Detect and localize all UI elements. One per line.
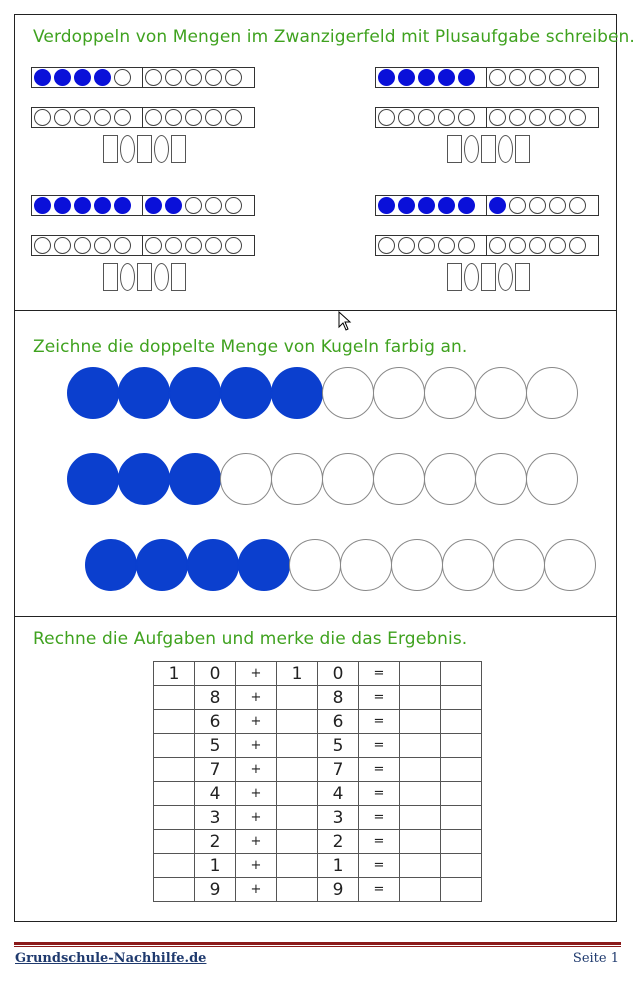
empty-counter [74,109,91,126]
answer-boxes [103,263,186,291]
digit-cell [154,734,195,758]
plus-sign: + [236,734,277,758]
number-field[interactable] [481,263,496,291]
plus-sign: + [236,662,277,686]
empty-ball[interactable] [526,453,578,505]
digit-cell: 4 [195,782,236,806]
filled-ball [187,539,239,591]
empty-ball[interactable] [526,367,578,419]
number-field[interactable] [447,135,462,163]
empty-counter [145,237,162,254]
empty-counter [94,237,111,254]
plus-sign: + [236,830,277,854]
frame-half [143,68,254,87]
filled-counter [145,197,162,214]
filled-counter [398,197,415,214]
calc-row [154,662,482,686]
frame-half [32,68,143,87]
digit-cell: 1 [195,854,236,878]
empty-counter [509,69,526,86]
section-draw-double [14,310,617,617]
answer-cell[interactable] [400,830,441,854]
digit-cell [154,686,195,710]
number-field[interactable] [515,135,530,163]
digit-cell [277,710,318,734]
empty-counter [549,69,566,86]
filled-counter [378,69,395,86]
digit-cell [277,806,318,830]
section-calculate [14,616,617,922]
answer-boxes [103,135,186,163]
empty-counter [54,237,71,254]
empty-counter [165,109,182,126]
filled-ball [271,367,323,419]
equals-sign: = [359,878,400,902]
empty-counter [569,69,586,86]
answer-cell[interactable] [441,830,482,854]
answer-cell[interactable] [441,710,482,734]
empty-counter [165,69,182,86]
digit-cell [154,830,195,854]
empty-ball[interactable] [340,539,392,591]
equals-sign: = [359,854,400,878]
empty-ball[interactable] [475,367,527,419]
digit-cell: 2 [318,830,359,854]
answer-cell[interactable] [400,686,441,710]
ten-frame-given [375,67,599,88]
digit-cell [154,878,195,902]
empty-counter [225,69,242,86]
answer-cell[interactable] [441,758,482,782]
plus-sign: + [236,782,277,806]
equals-sign: = [359,758,400,782]
digit-cell: 3 [318,806,359,830]
answer-boxes [447,263,530,291]
empty-counter [438,109,455,126]
frame-half [376,236,487,255]
plus-sign: + [236,806,277,830]
empty-counter [94,109,111,126]
empty-counter [529,109,546,126]
number-field[interactable] [103,263,118,291]
number-field[interactable] [137,135,152,163]
empty-ball[interactable] [322,453,374,505]
section3-title: Rechne die Aufgaben und merke die das Ergebnis. [33,629,468,649]
footer-page-number: Seite 1 [572,951,619,966]
calc-row [154,830,482,854]
empty-counter [205,237,222,254]
answer-cell[interactable] [441,686,482,710]
empty-counter [509,197,526,214]
empty-counter [34,109,51,126]
number-field[interactable] [171,263,186,291]
filled-counter [165,197,182,214]
answer-cell[interactable] [400,758,441,782]
digit-cell: 4 [318,782,359,806]
empty-counter [569,237,586,254]
empty-counter [529,197,546,214]
section1-title: Verdoppeln von Mengen im Zwanzigerfeld mit Plusaufgabe schreiben. [33,27,635,47]
frame-half [32,108,143,127]
equals-sign: = [359,806,400,830]
frame-half [376,108,487,127]
ball-row [85,539,595,591]
empty-counter [438,237,455,254]
ten-frame-given [31,195,255,216]
ten-frame-empty [375,235,599,256]
answer-cell[interactable] [400,806,441,830]
digit-cell [277,878,318,902]
answer-boxes [447,135,530,163]
empty-counter [34,237,51,254]
digit-cell [277,686,318,710]
empty-counter [205,197,222,214]
operator-field[interactable] [498,135,513,163]
digit-cell: 0 [318,662,359,686]
empty-ball[interactable] [271,453,323,505]
frame-half [376,68,487,87]
mouse-cursor-icon [338,311,352,331]
digit-cell [277,830,318,854]
equals-sign: = [359,830,400,854]
answer-cell[interactable] [400,734,441,758]
ten-frame-empty [375,107,599,128]
ten-frame-empty [31,107,255,128]
operator-field[interactable] [154,135,169,163]
answer-cell[interactable] [400,878,441,902]
empty-counter [225,237,242,254]
filled-ball [118,453,170,505]
empty-counter [549,109,566,126]
operator-field[interactable] [498,263,513,291]
number-field[interactable] [447,263,462,291]
operator-field[interactable] [464,135,479,163]
calc-row [154,734,482,758]
calc-row [154,710,482,734]
empty-counter [205,69,222,86]
digit-cell: 3 [195,806,236,830]
frame-half [487,68,598,87]
empty-counter [569,109,586,126]
footer-rule [14,942,621,945]
calc-row [154,758,482,782]
digit-cell: 1 [277,662,318,686]
filled-ball [220,367,272,419]
operator-field[interactable] [154,263,169,291]
empty-ball[interactable] [373,367,425,419]
empty-counter [569,197,586,214]
empty-counter [145,69,162,86]
filled-counter [94,69,111,86]
filled-counter [54,69,71,86]
equals-sign: = [359,662,400,686]
filled-ball [67,453,119,505]
empty-counter [185,197,202,214]
filled-counter [438,69,455,86]
digit-cell: 5 [195,734,236,758]
empty-counter [509,237,526,254]
ten-frame-given [375,195,599,216]
plus-sign: + [236,686,277,710]
empty-counter [418,109,435,126]
empty-counter [185,109,202,126]
operator-field[interactable] [120,263,135,291]
empty-counter [114,109,131,126]
digit-cell: 9 [195,878,236,902]
answer-cell[interactable] [441,734,482,758]
filled-counter [398,69,415,86]
digit-cell: 9 [318,878,359,902]
frame-half [143,196,254,215]
plus-sign: + [236,758,277,782]
frame-half [487,196,598,215]
empty-counter [185,237,202,254]
empty-counter [205,109,222,126]
filled-counter [74,197,91,214]
digit-cell [277,734,318,758]
digit-cell: 2 [195,830,236,854]
filled-counter [489,197,506,214]
plus-sign: + [236,710,277,734]
empty-ball[interactable] [373,453,425,505]
empty-counter [114,237,131,254]
digit-cell: 1 [154,662,195,686]
digit-cell: 0 [195,662,236,686]
filled-ball [238,539,290,591]
empty-ball[interactable] [322,367,374,419]
section-doubling-twenty-frame [14,14,635,311]
calc-row [154,854,482,878]
empty-counter [549,197,566,214]
filled-counter [34,197,51,214]
frame-half [143,236,254,255]
digit-cell: 7 [318,758,359,782]
empty-counter [378,109,395,126]
number-field[interactable] [137,263,152,291]
digit-cell [154,710,195,734]
empty-counter [225,197,242,214]
ten-frame-given [31,67,255,88]
answer-cell[interactable] [441,806,482,830]
digit-cell [277,782,318,806]
filled-counter [34,69,51,86]
empty-counter [378,237,395,254]
empty-counter [74,237,91,254]
filled-ball [85,539,137,591]
answer-cell[interactable] [400,782,441,806]
empty-counter [145,109,162,126]
filled-counter [74,69,91,86]
digit-cell [154,782,195,806]
empty-counter [165,237,182,254]
operator-field[interactable] [464,263,479,291]
filled-ball [136,539,188,591]
filled-ball [169,367,221,419]
empty-counter [489,69,506,86]
digit-cell: 6 [195,710,236,734]
digit-cell: 8 [318,686,359,710]
empty-ball[interactable] [391,539,443,591]
filled-counter [458,197,475,214]
empty-counter [489,237,506,254]
empty-counter [398,237,415,254]
frame-half [376,196,487,215]
frame-half [32,236,143,255]
digit-cell [277,854,318,878]
empty-counter [398,109,415,126]
filled-counter [94,197,111,214]
number-field[interactable] [515,263,530,291]
answer-cell[interactable] [400,854,441,878]
digit-cell [277,758,318,782]
answer-cell[interactable] [441,662,482,686]
digit-cell: 8 [195,686,236,710]
empty-counter [185,69,202,86]
frame-half [32,196,143,215]
digit-cell: 7 [195,758,236,782]
empty-counter [418,237,435,254]
digit-cell [154,854,195,878]
plus-sign: + [236,854,277,878]
filled-counter [418,197,435,214]
empty-ball[interactable] [493,539,545,591]
equals-sign: = [359,710,400,734]
empty-ball[interactable] [424,453,476,505]
filled-counter [438,197,455,214]
ball-row [67,453,577,505]
empty-counter [458,237,475,254]
filled-ball [169,453,221,505]
ten-frame-empty [31,235,255,256]
equals-sign: = [359,734,400,758]
filled-ball [118,367,170,419]
footer-site-link[interactable]: Grundschule-Nachhilfe.de [15,951,207,966]
filled-counter [418,69,435,86]
calc-row [154,878,482,902]
calc-row [154,686,482,710]
empty-counter [509,109,526,126]
answer-cell[interactable] [441,854,482,878]
number-field[interactable] [103,135,118,163]
answer-cell[interactable] [400,662,441,686]
digit-cell: 5 [318,734,359,758]
footer-rule-thin [14,946,621,947]
number-field[interactable] [481,135,496,163]
empty-counter [489,109,506,126]
frame-half [487,236,598,255]
digit-cell [154,758,195,782]
ball-row [67,367,577,419]
empty-ball[interactable] [220,453,272,505]
digit-cell: 6 [318,710,359,734]
operator-field[interactable] [120,135,135,163]
empty-ball[interactable] [442,539,494,591]
empty-ball[interactable] [475,453,527,505]
calc-row [154,782,482,806]
empty-ball[interactable] [424,367,476,419]
answer-cell[interactable] [441,878,482,902]
frame-half [143,108,254,127]
empty-counter [529,237,546,254]
empty-counter [458,109,475,126]
filled-counter [54,197,71,214]
frame-half [487,108,598,127]
plus-sign: + [236,878,277,902]
section2-title: Zeichne die doppelte Menge von Kugeln farbig an. [33,337,468,357]
empty-ball[interactable] [544,539,596,591]
equals-sign: = [359,686,400,710]
number-field[interactable] [171,135,186,163]
equals-sign: = [359,782,400,806]
filled-ball [67,367,119,419]
empty-counter [225,109,242,126]
answer-cell[interactable] [441,782,482,806]
calc-row [154,806,482,830]
empty-counter [114,69,131,86]
empty-counter [54,109,71,126]
digit-cell [154,806,195,830]
calc-table [153,661,482,902]
empty-counter [529,69,546,86]
digit-cell: 1 [318,854,359,878]
filled-counter [378,197,395,214]
empty-counter [549,237,566,254]
empty-ball[interactable] [289,539,341,591]
filled-counter [458,69,475,86]
answer-cell[interactable] [400,710,441,734]
filled-counter [114,197,131,214]
